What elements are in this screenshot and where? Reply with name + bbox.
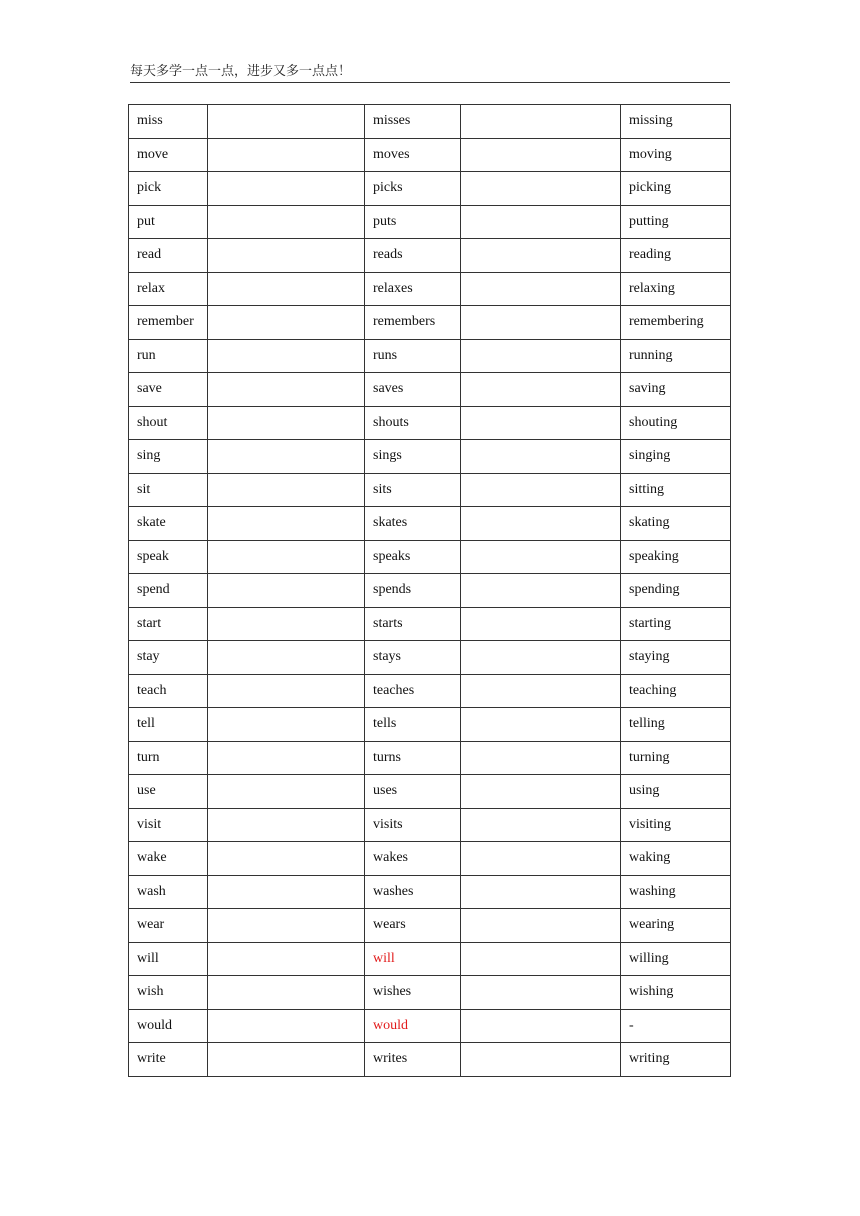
base-form-cell: put (129, 205, 208, 239)
blank-cell (208, 574, 365, 608)
ing-form-cell: staying (621, 641, 731, 675)
table-row (129, 205, 731, 239)
table-row (129, 138, 731, 172)
ing-form-cell: spending (621, 574, 731, 608)
third-person-cell: puts (365, 205, 461, 239)
base-form-cell: wear (129, 909, 208, 943)
table-row (129, 1009, 731, 1043)
table-row (129, 239, 731, 273)
ing-form-cell: singing (621, 440, 731, 474)
third-person-cell: would (365, 1009, 461, 1043)
ing-form-cell: - (621, 1009, 731, 1043)
table-row (129, 105, 731, 139)
ing-form-cell: moving (621, 138, 731, 172)
base-form-cell: use (129, 775, 208, 809)
base-form-cell: move (129, 138, 208, 172)
ing-form-cell: missing (621, 105, 731, 139)
blank-cell (461, 339, 621, 373)
ing-form-cell: remembering (621, 306, 731, 340)
blank-cell (208, 909, 365, 943)
ing-form-cell: reading (621, 239, 731, 273)
ing-form-cell: turning (621, 741, 731, 775)
third-person-cell: washes (365, 875, 461, 909)
ing-form-cell: teaching (621, 674, 731, 708)
ing-form-cell: willing (621, 942, 731, 976)
ing-form-cell: writing (621, 1043, 731, 1077)
table-row (129, 507, 731, 541)
third-person-cell: relaxes (365, 272, 461, 306)
base-form-cell: write (129, 1043, 208, 1077)
blank-cell (208, 775, 365, 809)
third-person-cell: wears (365, 909, 461, 943)
third-person-cell: speaks (365, 540, 461, 574)
blank-cell (208, 1009, 365, 1043)
third-person-cell: writes (365, 1043, 461, 1077)
blank-cell (208, 339, 365, 373)
table-row (129, 540, 731, 574)
ing-form-cell: using (621, 775, 731, 809)
blank-cell (208, 105, 365, 139)
base-form-cell: stay (129, 641, 208, 675)
ing-form-cell: running (621, 339, 731, 373)
third-person-cell: moves (365, 138, 461, 172)
table-row (129, 875, 731, 909)
base-form-cell: wash (129, 875, 208, 909)
blank-cell (461, 607, 621, 641)
table-row (129, 708, 731, 742)
ing-form-cell: wishing (621, 976, 731, 1010)
base-form-cell: miss (129, 105, 208, 139)
ing-form-cell: waking (621, 842, 731, 876)
third-person-cell: uses (365, 775, 461, 809)
blank-cell (461, 775, 621, 809)
ing-form-cell: putting (621, 205, 731, 239)
blank-cell (461, 138, 621, 172)
table-row (129, 339, 731, 373)
table-row (129, 674, 731, 708)
third-person-cell: visits (365, 808, 461, 842)
base-form-cell: relax (129, 272, 208, 306)
blank-cell (208, 1043, 365, 1077)
third-person-cell: runs (365, 339, 461, 373)
base-form-cell: teach (129, 674, 208, 708)
blank-cell (461, 306, 621, 340)
third-person-cell: starts (365, 607, 461, 641)
table-row (129, 574, 731, 608)
table-row (129, 976, 731, 1010)
blank-cell (461, 205, 621, 239)
base-form-cell: turn (129, 741, 208, 775)
table-row (129, 272, 731, 306)
third-person-cell: misses (365, 105, 461, 139)
ing-form-cell: shouting (621, 406, 731, 440)
blank-cell (208, 172, 365, 206)
table-row (129, 440, 731, 474)
ing-form-cell: washing (621, 875, 731, 909)
blank-cell (208, 942, 365, 976)
blank-cell (208, 842, 365, 876)
verb-forms-table-body (129, 105, 731, 1077)
blank-cell (208, 507, 365, 541)
blank-cell (208, 708, 365, 742)
blank-cell (461, 105, 621, 139)
third-person-cell: stays (365, 641, 461, 675)
base-form-cell: read (129, 239, 208, 273)
ing-form-cell: sitting (621, 473, 731, 507)
blank-cell (461, 674, 621, 708)
third-person-cell: spends (365, 574, 461, 608)
third-person-cell: wakes (365, 842, 461, 876)
third-person-cell: wishes (365, 976, 461, 1010)
table-row (129, 641, 731, 675)
base-form-cell: speak (129, 540, 208, 574)
table-row (129, 909, 731, 943)
blank-cell (461, 574, 621, 608)
blank-cell (461, 875, 621, 909)
base-form-cell: remember (129, 306, 208, 340)
third-person-cell: tells (365, 708, 461, 742)
third-person-cell: sings (365, 440, 461, 474)
base-form-cell: wake (129, 842, 208, 876)
table-row (129, 406, 731, 440)
base-form-cell: pick (129, 172, 208, 206)
table-row (129, 607, 731, 641)
blank-cell (461, 708, 621, 742)
blank-cell (461, 507, 621, 541)
table-row (129, 741, 731, 775)
blank-cell (461, 1009, 621, 1043)
blank-cell (461, 406, 621, 440)
base-form-cell: wish (129, 976, 208, 1010)
blank-cell (461, 741, 621, 775)
base-form-cell: spend (129, 574, 208, 608)
base-form-cell: start (129, 607, 208, 641)
ing-form-cell: telling (621, 708, 731, 742)
blank-cell (208, 205, 365, 239)
blank-cell (208, 239, 365, 273)
ing-form-cell: skating (621, 507, 731, 541)
third-person-cell: reads (365, 239, 461, 273)
blank-cell (461, 842, 621, 876)
third-person-cell: skates (365, 507, 461, 541)
ing-form-cell: visiting (621, 808, 731, 842)
base-form-cell: tell (129, 708, 208, 742)
table-row (129, 473, 731, 507)
blank-cell (208, 540, 365, 574)
base-form-cell: skate (129, 507, 208, 541)
blank-cell (208, 976, 365, 1010)
blank-cell (461, 976, 621, 1010)
blank-cell (461, 272, 621, 306)
blank-cell (208, 138, 365, 172)
third-person-cell: sits (365, 473, 461, 507)
table-row (129, 172, 731, 206)
blank-cell (208, 607, 365, 641)
ing-form-cell: wearing (621, 909, 731, 943)
third-person-cell: remembers (365, 306, 461, 340)
table-row (129, 842, 731, 876)
blank-cell (208, 808, 365, 842)
base-form-cell: sit (129, 473, 208, 507)
blank-cell (208, 641, 365, 675)
blank-cell (461, 172, 621, 206)
blank-cell (208, 741, 365, 775)
base-form-cell: visit (129, 808, 208, 842)
base-form-cell: sing (129, 440, 208, 474)
base-form-cell: will (129, 942, 208, 976)
blank-cell (208, 674, 365, 708)
third-person-cell: teaches (365, 674, 461, 708)
blank-cell (208, 473, 365, 507)
blank-cell (208, 306, 365, 340)
blank-cell (208, 272, 365, 306)
third-person-cell: picks (365, 172, 461, 206)
base-form-cell: save (129, 373, 208, 407)
ing-form-cell: starting (621, 607, 731, 641)
blank-cell (461, 909, 621, 943)
blank-cell (208, 440, 365, 474)
blank-cell (208, 373, 365, 407)
table-row (129, 808, 731, 842)
blank-cell (461, 373, 621, 407)
table-row (129, 775, 731, 809)
blank-cell (208, 875, 365, 909)
ing-form-cell: speaking (621, 540, 731, 574)
blank-cell (461, 808, 621, 842)
blank-cell (461, 641, 621, 675)
blank-cell (461, 1043, 621, 1077)
third-person-cell: saves (365, 373, 461, 407)
table-row (129, 373, 731, 407)
verb-forms-table (128, 104, 731, 1077)
ing-form-cell: relaxing (621, 272, 731, 306)
base-form-cell: shout (129, 406, 208, 440)
third-person-cell: turns (365, 741, 461, 775)
third-person-cell: shouts (365, 406, 461, 440)
blank-cell (461, 440, 621, 474)
base-form-cell: run (129, 339, 208, 373)
ing-form-cell: picking (621, 172, 731, 206)
page-header: 每天多学一点一点，进步又多一点点！ (130, 62, 730, 83)
table-row (129, 306, 731, 340)
third-person-cell: will (365, 942, 461, 976)
blank-cell (208, 406, 365, 440)
blank-cell (461, 540, 621, 574)
base-form-cell: would (129, 1009, 208, 1043)
blank-cell (461, 473, 621, 507)
blank-cell (461, 239, 621, 273)
blank-cell (461, 942, 621, 976)
table-row (129, 942, 731, 976)
table-row (129, 1043, 731, 1077)
ing-form-cell: saving (621, 373, 731, 407)
